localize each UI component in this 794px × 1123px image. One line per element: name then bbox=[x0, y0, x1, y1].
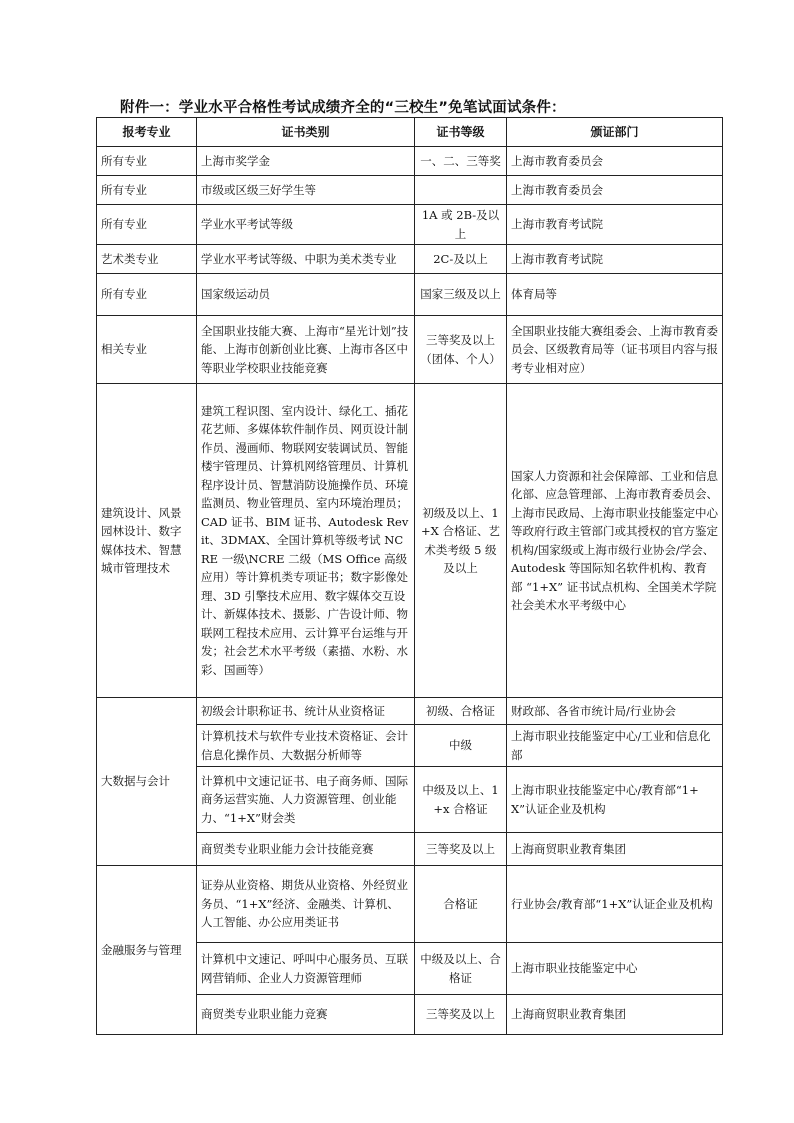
cell-level: 中级及以上、1+x 合格证 bbox=[415, 767, 507, 833]
table-row bbox=[97, 866, 723, 943]
cell-cert: 计算机中文速记、呼叫中心服务员、互联网营销师、企业人力资源管理师 bbox=[197, 943, 415, 995]
cell-major: 所有专业 bbox=[97, 176, 197, 205]
cell-major: 建筑设计、风景园林设计、数字媒体技术、智慧城市管理技术 bbox=[97, 384, 197, 698]
cell-cert: 计算机中文速记证书、电子商务师、国际商务运营实施、人力资源管理、创业能力、“1+X”财会类 bbox=[197, 767, 415, 833]
cell-dept: 上海市教育委员会 bbox=[507, 176, 723, 205]
cell-cert: 学业水平考试等级 bbox=[197, 205, 415, 245]
cell-level: 国家三级及以上 bbox=[415, 274, 507, 316]
cell-level: 一、二、三等奖 bbox=[415, 147, 507, 176]
cell-level: 三等奖及以上 bbox=[415, 995, 507, 1035]
cell-level bbox=[415, 176, 507, 205]
cell-major: 金融服务与管理 bbox=[97, 866, 197, 1035]
table-row bbox=[97, 176, 723, 205]
cell-level: 中级及以上、合格证 bbox=[415, 943, 507, 995]
table-row bbox=[97, 316, 723, 384]
cell-major: 所有专业 bbox=[97, 147, 197, 176]
cell-dept: 上海市教育委员会 bbox=[507, 147, 723, 176]
cell-dept: 体育局等 bbox=[507, 274, 723, 316]
conditions-table bbox=[96, 117, 723, 1035]
cell-major: 所有专业 bbox=[97, 205, 197, 245]
header-cert-level: 证书等级 bbox=[415, 118, 507, 147]
table-row bbox=[97, 245, 723, 274]
cell-cert: 市级或区级三好学生等 bbox=[197, 176, 415, 205]
cell-level: 合格证 bbox=[415, 866, 507, 943]
cell-dept: 上海市职业技能鉴定中心/工业和信息化部 bbox=[507, 725, 723, 767]
cell-cert: 初级会计职称证书、统计从业资格证 bbox=[197, 698, 415, 725]
cell-cert: 计算机技术与软件专业技术资格证、会计信息化操作员、大数据分析师等 bbox=[197, 725, 415, 767]
cell-dept: 全国职业技能大赛组委会、上海市教育委员会、区级教育局等（证书项目内容与报考专业相对应） bbox=[507, 316, 723, 384]
table-row bbox=[97, 698, 723, 725]
header-major: 报考专业 bbox=[97, 118, 197, 147]
cell-level: 1A 或 2B-及以上 bbox=[415, 205, 507, 245]
cell-dept: 国家人力资源和社会保障部、工业和信息化部、应急管理部、上海市教育委员会、上海市民政局、上海市职业技能鉴定中心等政府行政主管部门或其授权的官方鉴定机构/国家级或上海市级行业协会/学会、Autodesk 等国际知名软件机构、教育部 “1+X” 证书试点机构、全国美术学院社会美术水平考级中心 bbox=[507, 384, 723, 698]
cell-level: 三等奖及以上（团体、个人） bbox=[415, 316, 507, 384]
cell-cert: 商贸类专业职业能力竞赛 bbox=[197, 995, 415, 1035]
cell-level: 2C-及以上 bbox=[415, 245, 507, 274]
cell-cert: 学业水平考试等级、中职为美术类专业 bbox=[197, 245, 415, 274]
cell-cert: 证券从业资格、期货从业资格、外经贸业务员、“1+X”经济、金融类、计算机、人工智能、办公应用类证书 bbox=[197, 866, 415, 943]
cell-level: 初级、合格证 bbox=[415, 698, 507, 725]
table-row bbox=[97, 147, 723, 176]
cell-major: 艺术类专业 bbox=[97, 245, 197, 274]
cell-level: 初级及以上、1+X 合格证、艺术类考级 5 级及以上 bbox=[415, 384, 507, 698]
cell-cert: 上海市奖学金 bbox=[197, 147, 415, 176]
cell-cert: 建筑工程识图、室内设计、绿化工、插花花艺师、多媒体软件制作员、网页设计制作员、漫画师、物联网安装调试员、智能楼宇管理员、计算机网络管理员、计算机程序设计员、智慧消防设施操作员、环境监测员、物业管理员、室内环境治理员；CAD 证书、BIM 证书、Autodesk Revit、3DMAX、全国计算机等级考试 NCRE 一级\NCRE 二级（MS Office 高级应用）等计算机类专项证书；数字影像处理、3D 引擎技术应用、数字媒体交互设计、新媒体技术、摄影、广告设计师、物联网工程技术应用、云计算平台运维与开发；社会艺术水平考级（素描、水粉、水彩、国画等） bbox=[197, 384, 415, 698]
cell-level: 三等奖及以上 bbox=[415, 833, 507, 866]
cell-dept: 上海市教育考试院 bbox=[507, 205, 723, 245]
cell-dept: 财政部、各省市统计局/行业协会 bbox=[507, 698, 723, 725]
cell-cert: 国家级运动员 bbox=[197, 274, 415, 316]
cell-dept: 上海商贸职业教育集团 bbox=[507, 995, 723, 1035]
cell-dept: 上海市职业技能鉴定中心 bbox=[507, 943, 723, 995]
cell-cert: 商贸类专业职业能力会计技能竞赛 bbox=[197, 833, 415, 866]
table-header-row bbox=[97, 118, 723, 147]
table-row bbox=[97, 384, 723, 698]
cell-level: 中级 bbox=[415, 725, 507, 767]
cell-major: 相关专业 bbox=[97, 316, 197, 384]
cell-major: 大数据与会计 bbox=[97, 698, 197, 866]
table-row bbox=[97, 274, 723, 316]
cell-dept: 上海市职业技能鉴定中心/教育部“1+X”认证企业及机构 bbox=[507, 767, 723, 833]
cell-dept: 上海市教育考试院 bbox=[507, 245, 723, 274]
cell-dept: 上海商贸职业教育集团 bbox=[507, 833, 723, 866]
cell-cert: 全国职业技能大赛、上海市“星光计划”技能、上海市创新创业比赛、上海市各区中等职业学校职业技能竞赛 bbox=[197, 316, 415, 384]
header-issuing-dept: 颁证部门 bbox=[507, 118, 723, 147]
cell-dept: 行业协会/教育部“1+X”认证企业及机构 bbox=[507, 866, 723, 943]
cell-major: 所有专业 bbox=[97, 274, 197, 316]
page-title: 附件一：学业水平合格性考试成绩齐全的“三校生”免笔试面试条件： bbox=[120, 100, 566, 116]
table-row bbox=[97, 205, 723, 245]
header-cert-type: 证书类别 bbox=[197, 118, 415, 147]
